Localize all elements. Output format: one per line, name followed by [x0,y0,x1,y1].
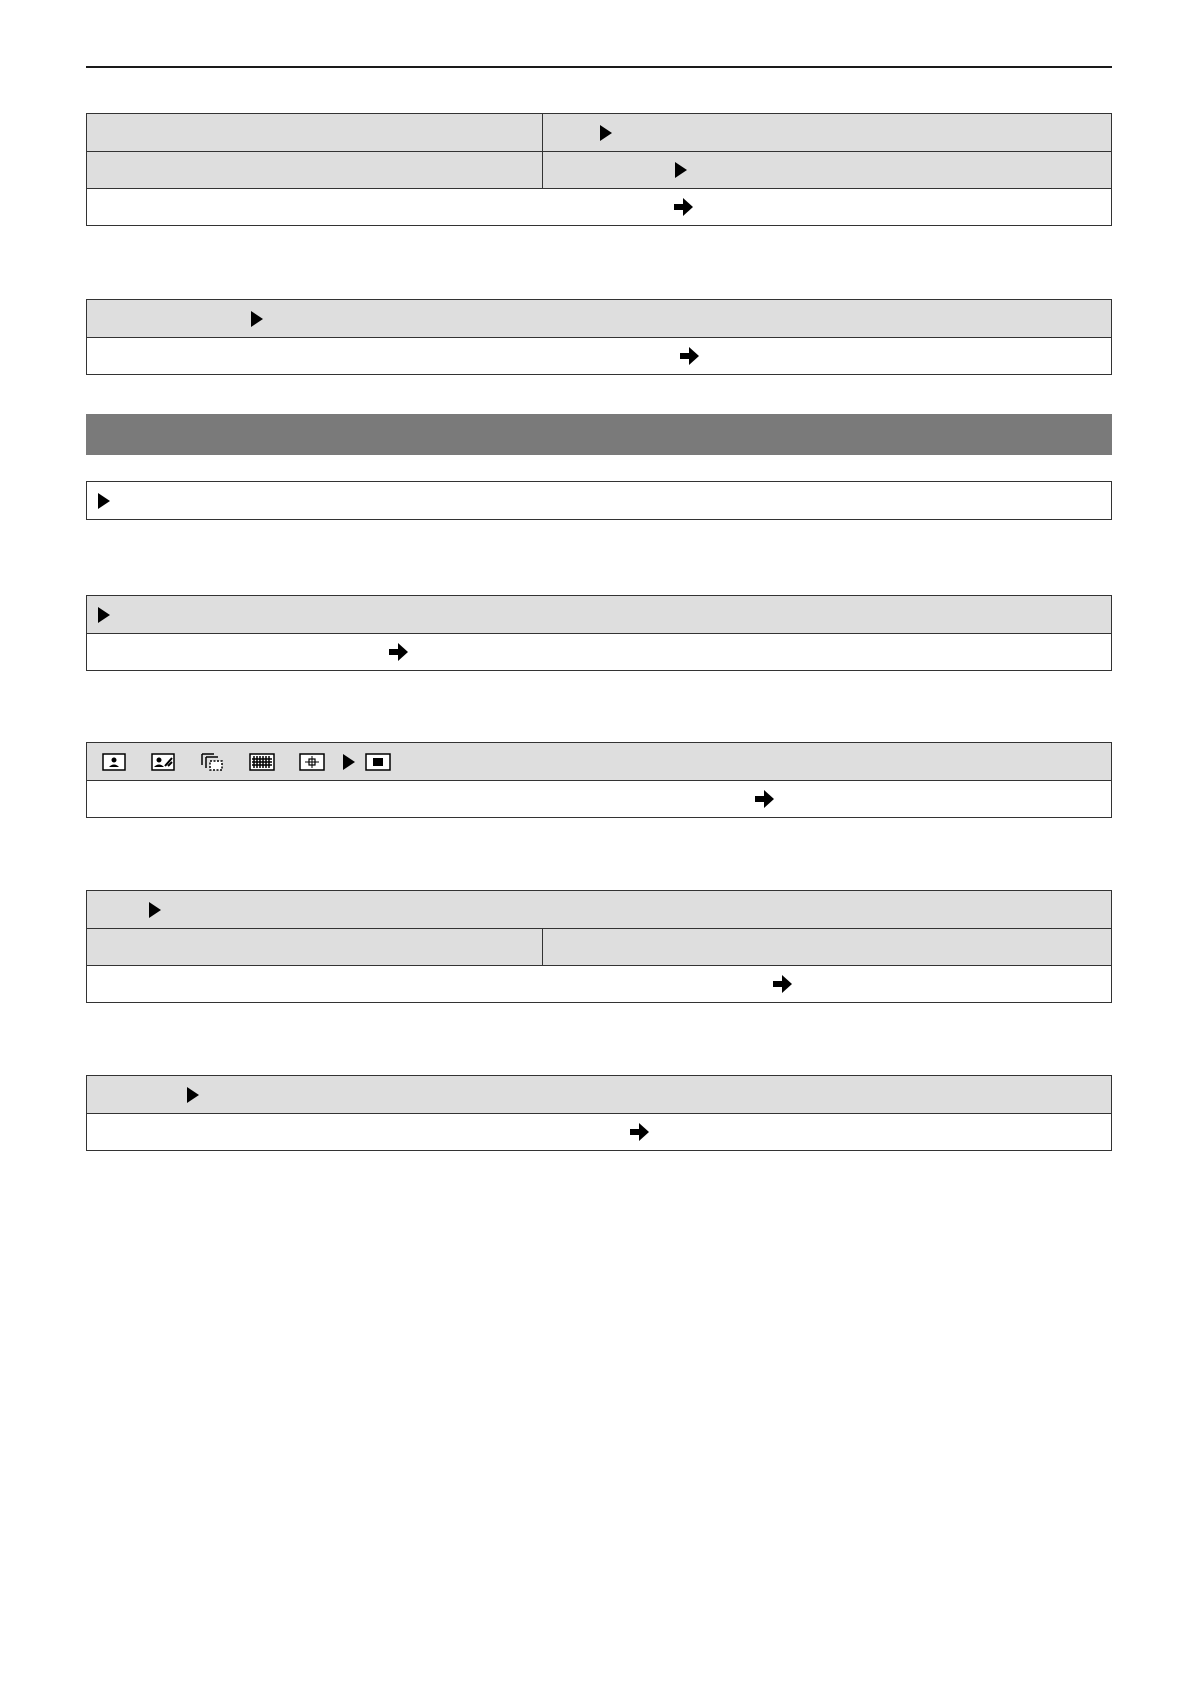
225-area-icon [200,753,224,771]
table-row [87,188,1111,225]
table-row [87,482,1111,519]
zone-icon [249,753,275,771]
table-row [87,300,1111,337]
table-row [87,743,1111,780]
menu-path-table-4 [86,595,1112,671]
table-cell [87,114,543,151]
table-row [87,633,1111,670]
right-arrow-icon [771,974,793,994]
menu-path-table-2 [86,299,1112,375]
table-row [87,151,1111,188]
table-row [87,337,1111,374]
play-triangle-icon [251,311,263,327]
menu-path-table-6 [86,890,1112,1003]
play-triangle-icon [98,607,110,623]
right-arrow-icon [672,197,694,217]
table-row [87,1113,1111,1150]
play-triangle-icon [600,125,612,141]
play-triangle-icon [675,162,687,178]
right-arrow-icon [678,346,700,366]
table-cell [87,929,543,965]
play-triangle-icon [98,493,110,509]
tracking-icon [151,753,175,771]
table-row [87,596,1111,633]
af-mode-table [86,742,1112,818]
right-arrow-icon [753,789,775,809]
right-arrow-icon [387,642,409,662]
section-header-bar [86,414,1112,455]
table-cell [87,152,543,188]
right-arrow-icon [628,1122,650,1142]
1-area-plus-icon [299,753,325,771]
1-area-icon [365,753,391,771]
table-cell [543,114,1111,151]
menu-path-table-7 [86,1075,1112,1151]
face-eye-detection-icon [102,753,126,771]
play-triangle-icon [343,754,355,770]
table-row [87,928,1111,965]
header-rule [86,66,1112,68]
play-triangle-icon [187,1087,199,1103]
table-row [87,114,1111,151]
table-row [87,780,1111,817]
table-row [87,965,1111,1002]
menu-path-table-1 [86,113,1112,226]
table-row [87,891,1111,928]
table-cell [543,152,1111,188]
play-triangle-icon [149,902,161,918]
table-cell [543,929,1111,965]
table-row [87,1076,1111,1113]
menu-path-table-3 [86,481,1112,520]
